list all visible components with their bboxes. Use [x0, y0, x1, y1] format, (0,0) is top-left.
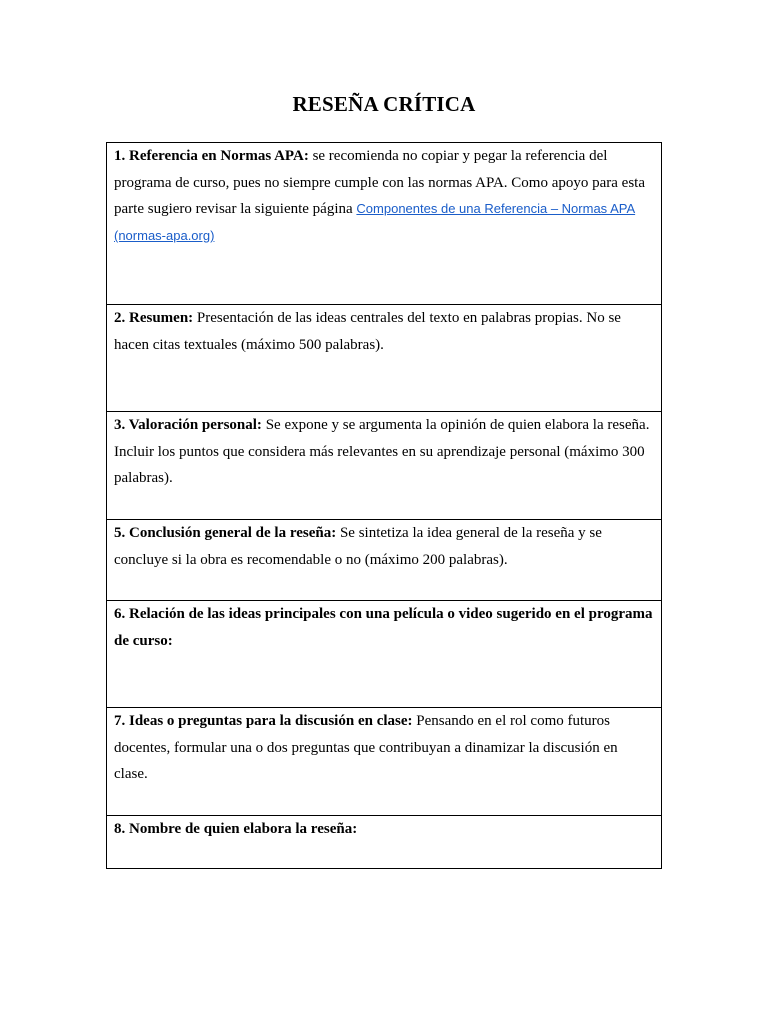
table-row — [107, 143, 662, 305]
section-text: se recomienda no copiar y pegar la referencia del programa de curso, pues no siempre cumple con las normas APA. Como apoyo para esta parte sugiero revisar la siguiente página — [114, 148, 645, 218]
section-label: 7. Ideas o preguntas para la discusión en clase: — [114, 713, 413, 729]
section-label: 6. Relación de las ideas principales con una película o video sugerido en el programa de curso: — [114, 606, 653, 649]
apa-reference-link[interactable]: Componentes de una Referencia – Normas APA (normas-apa.org) — [114, 201, 636, 244]
section-label: 5. Conclusión general de la reseña: — [114, 525, 337, 541]
section-label: 3. Valoración personal: — [114, 417, 262, 433]
section-label: 8. Nombre de quien elabora la reseña: — [114, 821, 358, 837]
section-apa-reference[interactable] — [107, 143, 662, 305]
table-row — [107, 816, 662, 869]
section-text: Se sintetiza la idea general de la reseña y se concluye si la obra es recomendable o no (máximo 200 palabras). — [114, 525, 602, 568]
page-title: RESEÑA CRÍTICA — [292, 92, 476, 116]
section-label: 2. Resumen: — [114, 310, 194, 326]
section-conclusion[interactable] — [107, 520, 662, 601]
section-text: Pensando en el rol como futuros docentes, formular una o dos preguntas que contribuyan a dinamizar la discusión en clase. — [114, 713, 618, 783]
review-form-table — [106, 142, 662, 869]
section-film-relation[interactable] — [107, 601, 662, 708]
section-label: 1. Referencia en Normas APA: — [114, 148, 309, 164]
table-row — [107, 520, 662, 601]
section-text: Se expone y se argumenta la opinión de quien elabora la reseña. Incluir los puntos que considera más relevantes en su aprendizaje personal (máximo 300 palabras). — [114, 417, 650, 487]
section-discussion-ideas[interactable] — [107, 708, 662, 816]
section-personal-assessment[interactable] — [107, 412, 662, 520]
table-row — [107, 305, 662, 412]
table-row — [107, 412, 662, 520]
section-summary[interactable] — [107, 305, 662, 412]
section-author-name[interactable] — [107, 816, 662, 869]
table-row — [107, 601, 662, 708]
table-row — [107, 708, 662, 816]
section-text: Presentación de las ideas centrales del texto en palabras propias. No se hacen citas textuales (máximo 500 palabras). — [114, 310, 621, 353]
